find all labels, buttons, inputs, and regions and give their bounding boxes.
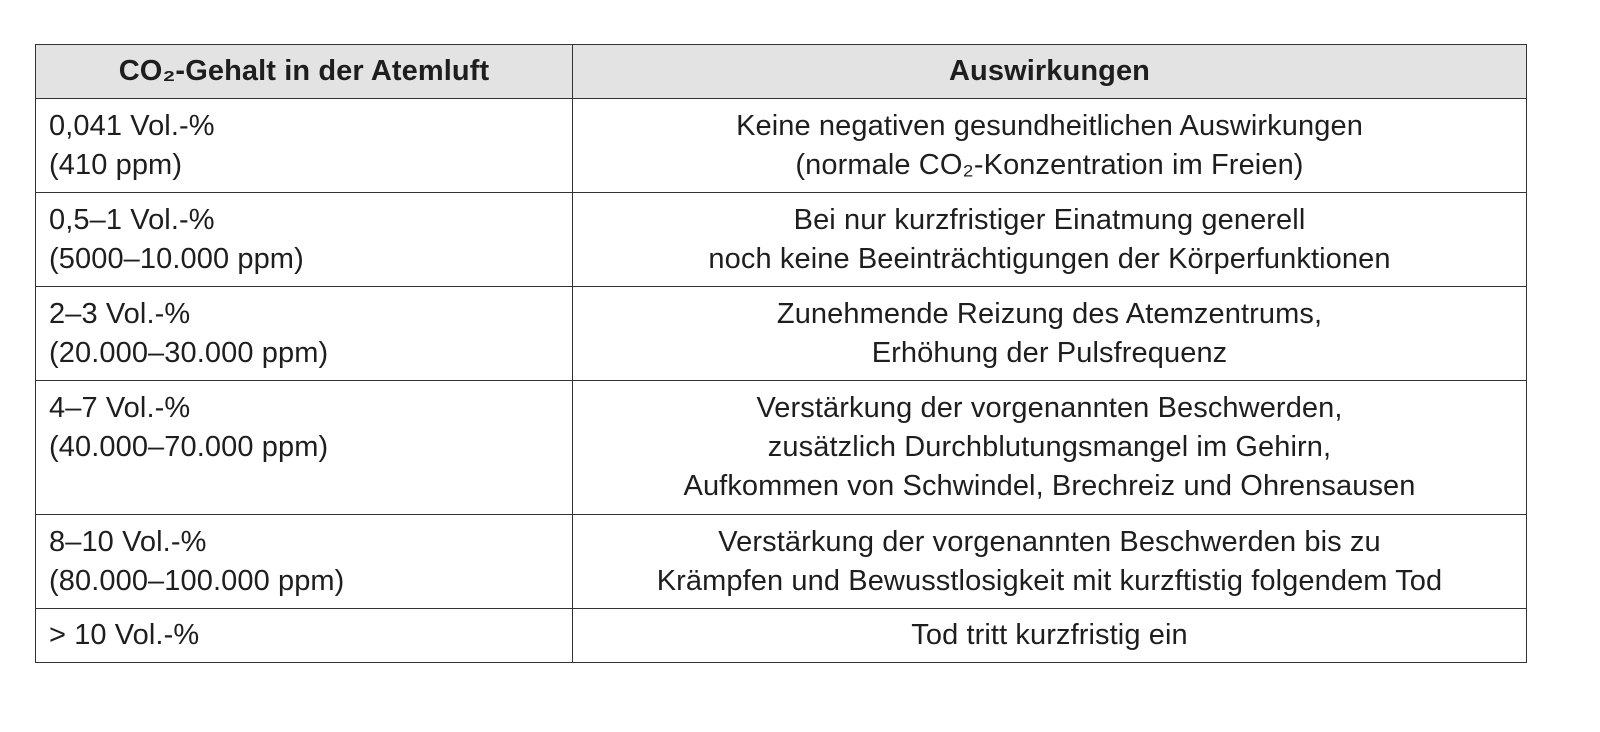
concentration-cell — [36, 515, 573, 609]
effects-cell — [573, 99, 1527, 193]
effects-cell — [573, 381, 1527, 515]
effects-cell — [573, 287, 1527, 381]
table-row — [36, 381, 1527, 515]
header-row — [36, 45, 1527, 99]
effects-line: Verstärkung der vorgenannten Beschwerden, — [756, 392, 1343, 424]
concentration-percent: 0,041 Vol.-% — [49, 109, 215, 142]
effects-line: Zunehmende Reizung des Atemzentrums, — [776, 297, 1323, 330]
header-effects: Auswirkungen — [573, 45, 1527, 99]
effects-line: Aufkommen von Schwindel, Brechreiz und Ohrensausen — [683, 470, 1416, 502]
effects-line: Krämpfen und Bewusstlosigkeit mit kurzftistig folgendem Tod — [656, 564, 1443, 597]
effects-line: zusätzlich Durchblutungsmangel im Gehirn, — [767, 431, 1332, 463]
co2-effects-table — [35, 44, 1527, 663]
concentration-cell — [36, 609, 573, 663]
effects-line: Keine negativen gesundheitlichen Auswirkungen — [736, 109, 1363, 142]
header-concentration: CO₂-Gehalt in der Atemluft — [36, 45, 573, 99]
table-body — [36, 99, 1527, 663]
table-row — [36, 515, 1527, 609]
co2-effects-table-container — [35, 44, 1527, 663]
table-header — [36, 45, 1527, 99]
concentration-ppm: (410 ppm) — [49, 148, 183, 181]
concentration-percent: > 10 Vol.-% — [49, 619, 200, 651]
table-row — [36, 609, 1527, 663]
effects-line: noch keine Beeinträchtigungen der Körperfunktionen — [708, 242, 1391, 275]
concentration-cell — [36, 99, 573, 193]
effects-cell — [573, 193, 1527, 287]
concentration-spacer — [49, 467, 572, 506]
concentration-ppm: (5000–10.000 ppm) — [49, 242, 304, 275]
table-row — [36, 193, 1527, 287]
table-row — [36, 287, 1527, 381]
concentration-percent: 8–10 Vol.-% — [49, 525, 207, 558]
concentration-cell — [36, 193, 573, 287]
concentration-ppm: (20.000–30.000 ppm) — [49, 336, 329, 369]
effects-line: Bei nur kurzfristiger Einatmung generell — [793, 203, 1306, 236]
concentration-percent: 2–3 Vol.-% — [49, 297, 191, 330]
concentration-ppm: (80.000–100.000 ppm) — [49, 564, 345, 597]
effects-line: Erhöhung der Pulsfrequenz — [871, 336, 1228, 369]
concentration-cell — [36, 287, 573, 381]
effects-line: (normale CO₂-Konzentration im Freien) — [795, 148, 1304, 181]
concentration-percent: 4–7 Vol.-% — [49, 392, 191, 424]
concentration-percent: 0,5–1 Vol.-% — [49, 203, 215, 236]
effects-line: Verstärkung der vorgenannten Beschwerden bis zu — [718, 525, 1381, 558]
effects-line: Tod tritt kurzfristig ein — [911, 619, 1188, 651]
table-row — [36, 99, 1527, 193]
effects-cell — [573, 609, 1527, 663]
concentration-ppm: (40.000–70.000 ppm) — [49, 431, 329, 463]
concentration-cell — [36, 381, 573, 515]
effects-cell — [573, 515, 1527, 609]
